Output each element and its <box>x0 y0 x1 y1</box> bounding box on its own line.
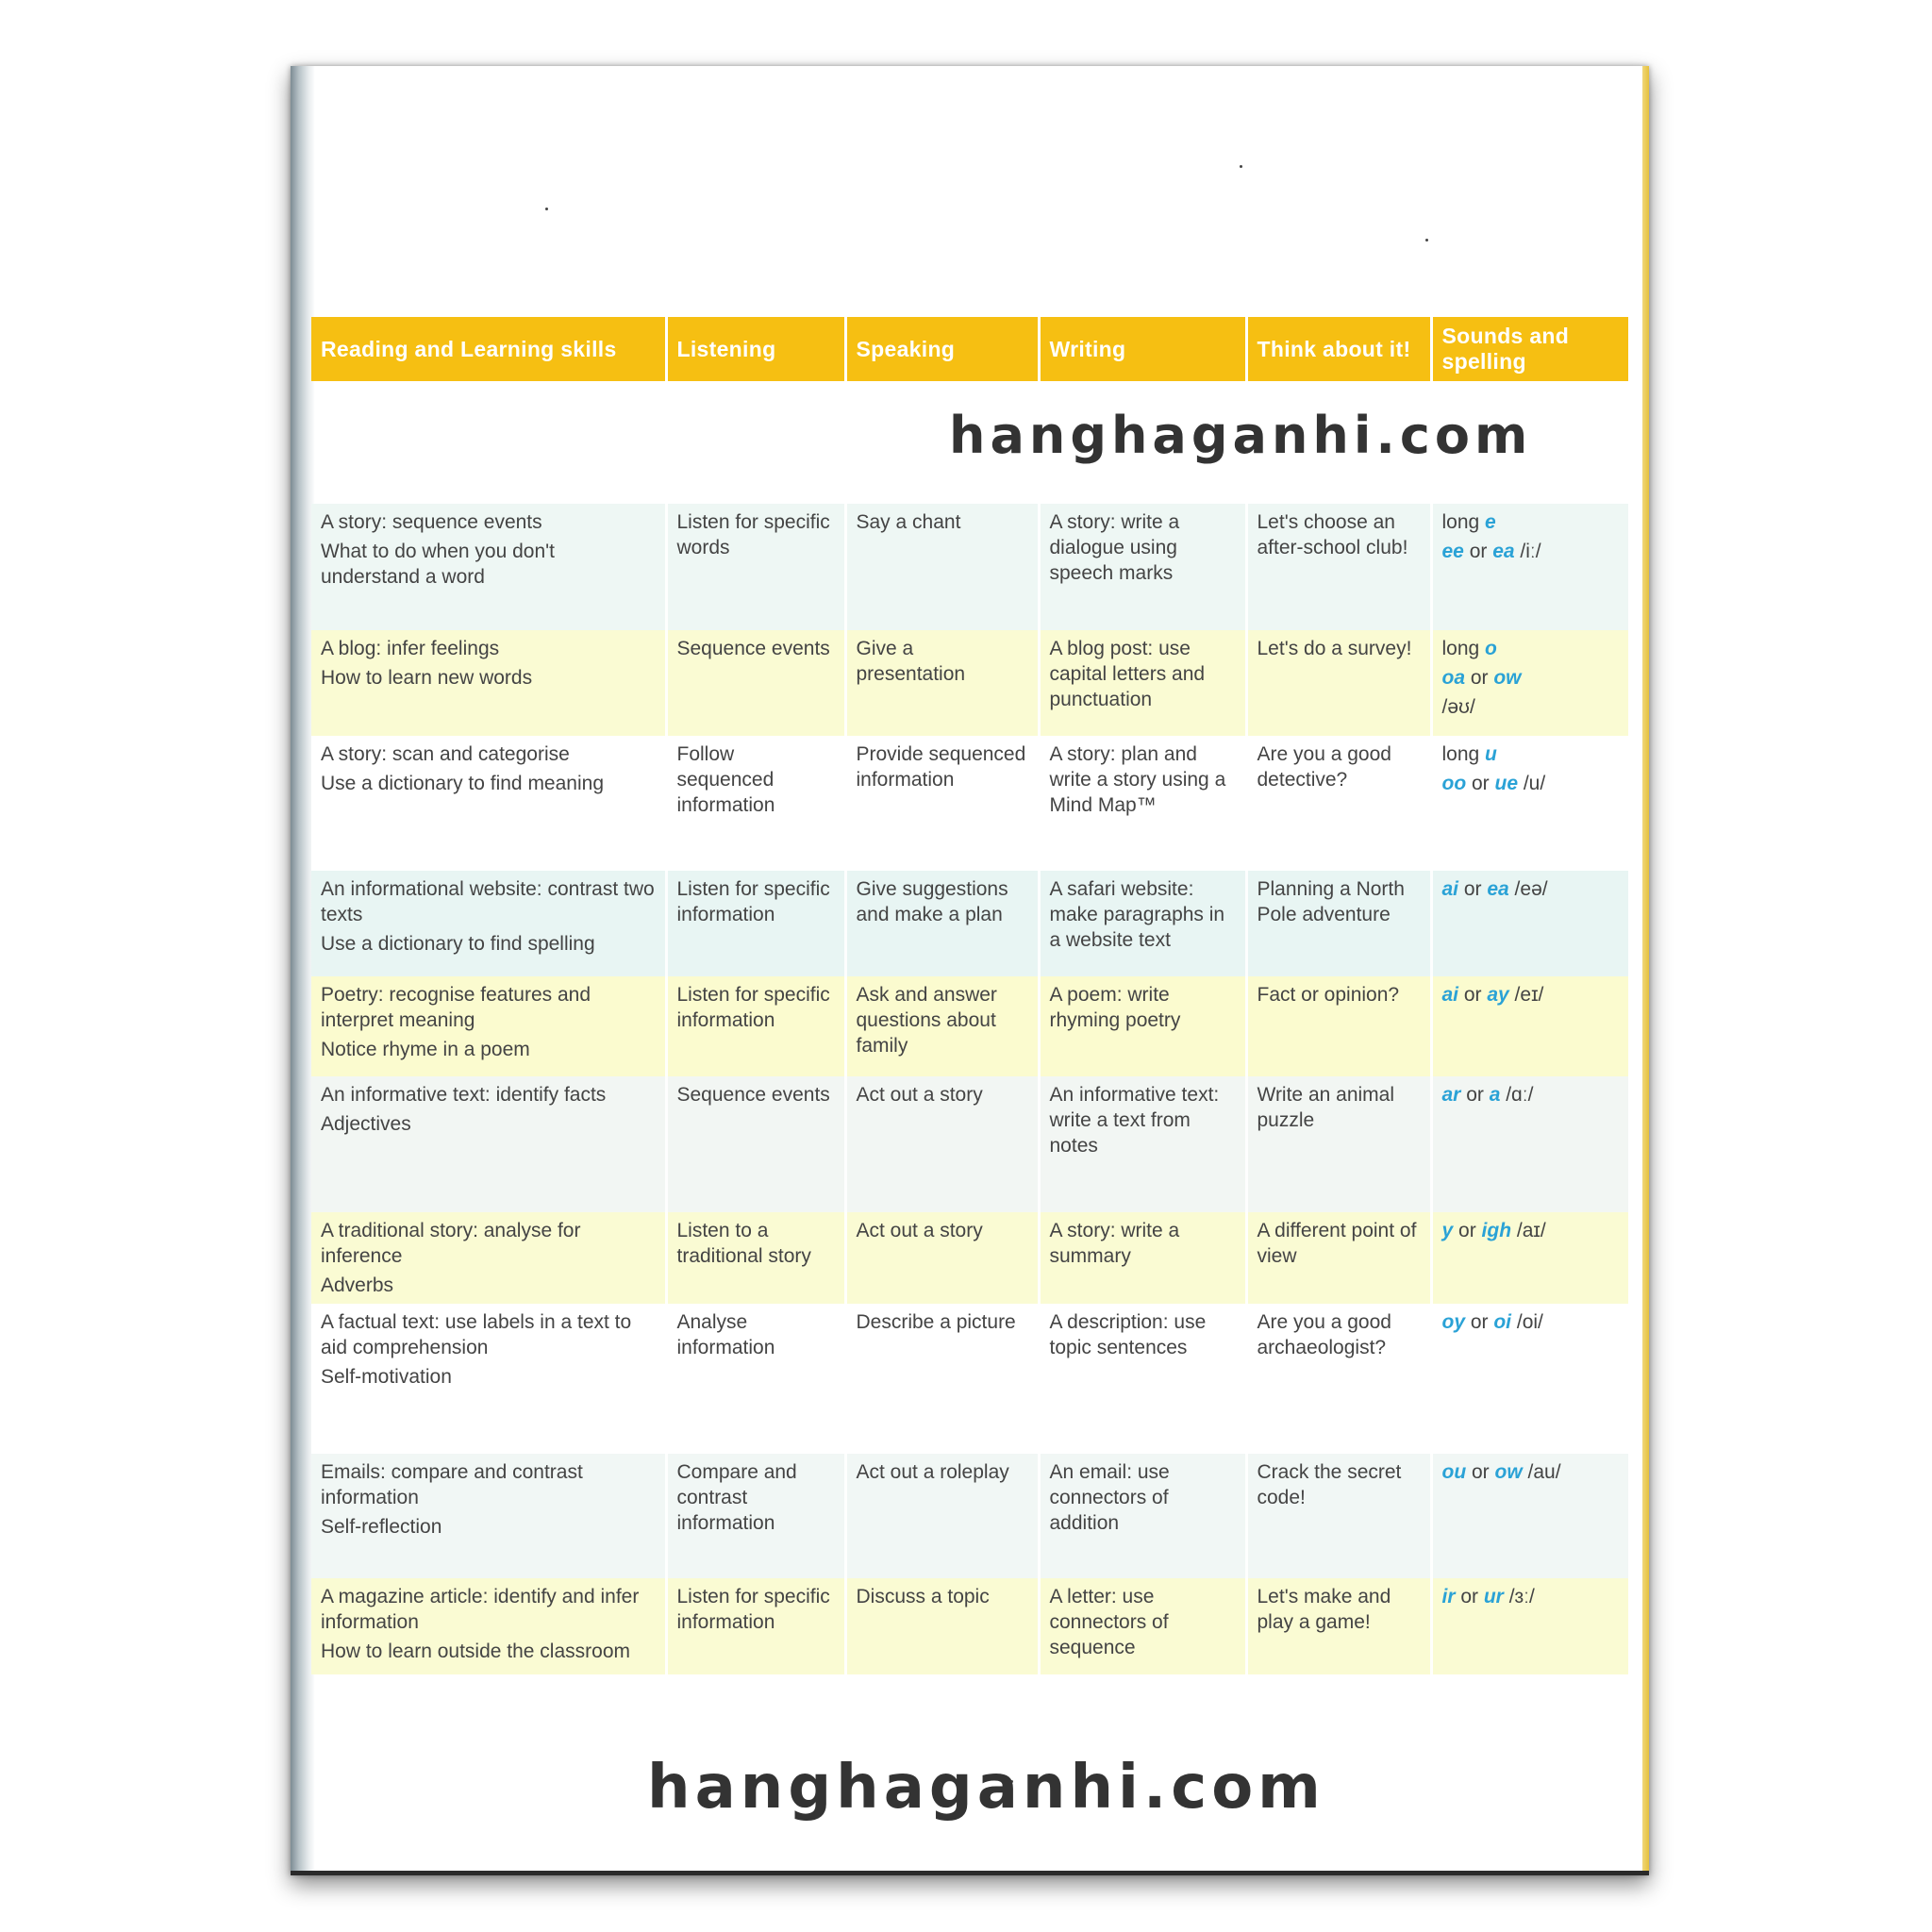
cell-reading <box>311 976 666 1076</box>
sound-line <box>1442 1082 1620 1108</box>
cell-think-about-it: A different point of view <box>1246 1212 1431 1304</box>
sound-text: /aɪ/ <box>1511 1220 1546 1241</box>
reading-line: How to learn new words <box>321 667 533 689</box>
reading-line: A blog: infer feelings <box>321 638 500 659</box>
spelling-pattern: ay <box>1487 984 1509 1006</box>
cell-sounds-spelling <box>1431 871 1628 976</box>
spelling-pattern: e <box>1485 511 1496 533</box>
cell-reading <box>311 1454 666 1578</box>
sound-text: /iː/ <box>1514 541 1541 562</box>
cell-writing: An email: use connectors of addition <box>1039 1454 1246 1578</box>
sound-text: long <box>1441 743 1486 765</box>
sound-line <box>1442 876 1620 902</box>
textbook-page <box>291 66 1649 1875</box>
cell-speaking: Describe a picture <box>845 1304 1039 1454</box>
spelling-pattern: a <box>1489 1084 1501 1106</box>
reading-line: Emails: compare and contrast information <box>321 1461 583 1508</box>
sound-text: /eə/ <box>1508 878 1548 900</box>
spelling-pattern: oo <box>1441 773 1467 794</box>
table-row <box>311 1454 1628 1578</box>
table-row <box>311 976 1628 1076</box>
reading-line: What to do when you don't understand a word <box>321 541 556 588</box>
sound-line <box>1442 741 1620 767</box>
header-reading: Reading and Learning skills <box>311 317 666 381</box>
cell-speaking: Discuss a topic <box>845 1578 1039 1674</box>
cell-think-about-it: Write an animal puzzle <box>1246 1076 1431 1212</box>
cell-reading <box>311 1304 666 1454</box>
cell-think-about-it: Let's choose an after-school club! <box>1246 504 1431 630</box>
sound-line <box>1442 636 1620 661</box>
cell-sounds-spelling <box>1431 736 1628 871</box>
cell-sounds-spelling <box>1431 976 1628 1076</box>
cell-think-about-it: Planning a North Pole adventure <box>1246 871 1431 976</box>
page-speck <box>1425 239 1428 242</box>
sound-text: or <box>1458 984 1488 1006</box>
table-row <box>311 871 1628 976</box>
cell-think-about-it: Are you a good archaeologist? <box>1246 1304 1431 1454</box>
cell-listening: Follow sequenced information <box>666 736 845 871</box>
cell-reading <box>311 736 666 871</box>
reading-line: An informational website: contrast two texts <box>321 878 655 925</box>
reading-line: Self-reflection <box>321 1516 442 1538</box>
table-body <box>311 381 1628 1674</box>
spelling-pattern: ea <box>1487 878 1509 900</box>
cell-reading <box>311 504 666 630</box>
reading-line: Poetry: recognise features and interpret meaning <box>321 984 591 1031</box>
cell-think-about-it: Let's make and play a game! <box>1246 1578 1431 1674</box>
cell-writing: A letter: use connectors of sequence <box>1039 1578 1246 1674</box>
cell-sounds-spelling <box>1431 1304 1628 1454</box>
spelling-pattern: ar <box>1441 1084 1461 1106</box>
reading-line: A magazine article: identify and infer information <box>321 1586 640 1633</box>
sound-text: long <box>1441 638 1486 659</box>
cell-writing: A story: write a summary <box>1039 1212 1246 1304</box>
spelling-pattern: ue <box>1494 773 1519 794</box>
reading-line: A story: scan and categorise <box>321 743 570 765</box>
sound-text: or <box>1465 1311 1494 1333</box>
sound-text: /au/ <box>1522 1461 1561 1483</box>
sound-text: or <box>1458 878 1488 900</box>
sound-line <box>1442 1584 1620 1609</box>
spelling-pattern: u <box>1485 743 1497 765</box>
watermark-bottom: hanghaganhi.com <box>647 1753 1325 1823</box>
cell-listening: Sequence events <box>666 1076 845 1212</box>
sound-text: or <box>1465 667 1494 689</box>
table-header-row <box>311 317 1628 381</box>
cell-reading <box>311 871 666 976</box>
page-speck <box>545 208 548 210</box>
cell-sounds-spelling <box>1431 630 1628 736</box>
cell-reading <box>311 1578 666 1674</box>
cell-sounds-spelling <box>1431 1578 1628 1674</box>
spelling-pattern: ou <box>1441 1461 1467 1483</box>
sound-text: or <box>1453 1220 1482 1241</box>
sound-text: or <box>1460 1084 1490 1106</box>
sound-text: long <box>1441 511 1486 533</box>
cell-speaking: Act out a story <box>845 1212 1039 1304</box>
cell-writing: A safari website: make paragraphs in a website text <box>1039 871 1246 976</box>
reading-line: Self-motivation <box>321 1366 452 1388</box>
sound-line <box>1442 539 1620 564</box>
sound-text: /ɑː/ <box>1500 1084 1534 1106</box>
header-think-about-it: Think about it! <box>1246 317 1431 381</box>
cell-listening: Analyse information <box>666 1304 845 1454</box>
table-row <box>311 1578 1628 1674</box>
spelling-pattern: ur <box>1483 1586 1504 1607</box>
spelling-pattern: ai <box>1441 878 1459 900</box>
sound-line <box>1442 665 1620 691</box>
cell-sounds-spelling <box>1431 504 1628 630</box>
sound-text: /əʊ/ <box>1441 696 1475 718</box>
sound-line <box>1442 1309 1620 1335</box>
spelling-pattern: ai <box>1441 984 1459 1006</box>
cell-listening: Listen for specific information <box>666 976 845 1076</box>
cell-speaking: Give a presentation <box>845 630 1039 736</box>
spelling-pattern: igh <box>1481 1220 1512 1241</box>
cell-listening: Compare and contrast information <box>666 1454 845 1578</box>
cell-writing: An informative text: write a text from notes <box>1039 1076 1246 1212</box>
cell-listening: Listen to a traditional story <box>666 1212 845 1304</box>
syllabus-table <box>311 317 1628 1674</box>
sound-text: /oi/ <box>1511 1311 1543 1333</box>
cell-writing: A description: use topic sentences <box>1039 1304 1246 1454</box>
spelling-pattern: oy <box>1441 1311 1466 1333</box>
cell-writing: A blog post: use capital letters and punctuation <box>1039 630 1246 736</box>
reading-line: Notice rhyme in a poem <box>321 1039 530 1060</box>
table-row <box>311 1212 1628 1304</box>
sound-line <box>1442 1459 1620 1485</box>
sound-text: /eɪ/ <box>1508 984 1544 1006</box>
cell-reading <box>311 1212 666 1304</box>
reading-line: Use a dictionary to find spelling <box>321 933 595 955</box>
table-row <box>311 1076 1628 1212</box>
header-listening: Listening <box>666 317 845 381</box>
sound-line <box>1442 694 1620 720</box>
spelling-pattern: oa <box>1441 667 1466 689</box>
sound-text: /ɜː/ <box>1503 1586 1535 1607</box>
cell-sounds-spelling <box>1431 1212 1628 1304</box>
table-row <box>311 504 1628 630</box>
sound-text: or <box>1466 773 1495 794</box>
reading-line: Use a dictionary to find meaning <box>321 773 604 794</box>
reading-line: A traditional story: analyse for inference <box>321 1220 581 1267</box>
cell-listening: Listen for specific information <box>666 871 845 976</box>
cell-speaking: Say a chant <box>845 504 1039 630</box>
reading-line: A story: sequence events <box>321 511 542 533</box>
cell-listening: Listen for specific words <box>666 504 845 630</box>
sound-text: or <box>1455 1586 1484 1607</box>
cell-writing: A poem: write rhyming poetry <box>1039 976 1246 1076</box>
header-writing: Writing <box>1039 317 1246 381</box>
cell-writing: A story: plan and write a story using a Mind Map™ <box>1039 736 1246 871</box>
reading-line: An informative text: identify facts <box>321 1084 607 1106</box>
sound-line <box>1442 509 1620 535</box>
sound-line <box>1442 982 1620 1008</box>
reading-line: Adverbs <box>321 1274 394 1296</box>
sound-line <box>1442 771 1620 796</box>
page-speck <box>1240 165 1242 168</box>
cell-speaking: Ask and answer questions about family <box>845 976 1039 1076</box>
cell-think-about-it: Are you a good detective? <box>1246 736 1431 871</box>
cell-sounds-spelling <box>1431 1454 1628 1578</box>
cell-sounds-spelling <box>1431 1076 1628 1212</box>
spelling-pattern: ir <box>1441 1586 1456 1607</box>
spelling-pattern: ow <box>1494 1461 1523 1483</box>
cell-speaking: Act out a story <box>845 1076 1039 1212</box>
spelling-pattern: ea <box>1492 541 1515 562</box>
cell-writing: A story: write a dialogue using speech marks <box>1039 504 1246 630</box>
cell-speaking: Act out a roleplay <box>845 1454 1039 1578</box>
table-row <box>311 736 1628 871</box>
spelling-pattern: ow <box>1493 667 1522 689</box>
table-row <box>311 1304 1628 1454</box>
cell-listening: Sequence events <box>666 630 845 736</box>
watermark-top: hanghaganhi.com <box>949 406 1533 465</box>
reading-line: Adjectives <box>321 1113 411 1135</box>
sound-text: or <box>1466 1461 1495 1483</box>
cell-reading <box>311 1076 666 1212</box>
reading-line: How to learn outside the classroom <box>321 1641 630 1662</box>
cell-think-about-it: Crack the secret code! <box>1246 1454 1431 1578</box>
cell-think-about-it: Fact or opinion? <box>1246 976 1431 1076</box>
header-speaking: Speaking <box>845 317 1039 381</box>
table-row <box>311 630 1628 736</box>
cell-listening: Listen for specific information <box>666 1578 845 1674</box>
spelling-pattern: y <box>1441 1220 1454 1241</box>
cell-think-about-it: Let's do a survey! <box>1246 630 1431 736</box>
cell-speaking: Give suggestions and make a plan <box>845 871 1039 976</box>
sound-line <box>1442 1218 1620 1243</box>
reading-line: A factual text: use labels in a text to aid comprehension <box>321 1311 632 1358</box>
cell-speaking: Provide sequenced information <box>845 736 1039 871</box>
cell-reading <box>311 630 666 736</box>
spelling-pattern: ee <box>1441 541 1464 562</box>
spelling-pattern: oi <box>1493 1311 1512 1333</box>
sound-text: or <box>1463 541 1493 562</box>
sound-text: /u/ <box>1518 773 1546 794</box>
spelling-pattern: o <box>1485 638 1497 659</box>
header-sounds-spelling: Sounds and spelling <box>1431 317 1628 381</box>
